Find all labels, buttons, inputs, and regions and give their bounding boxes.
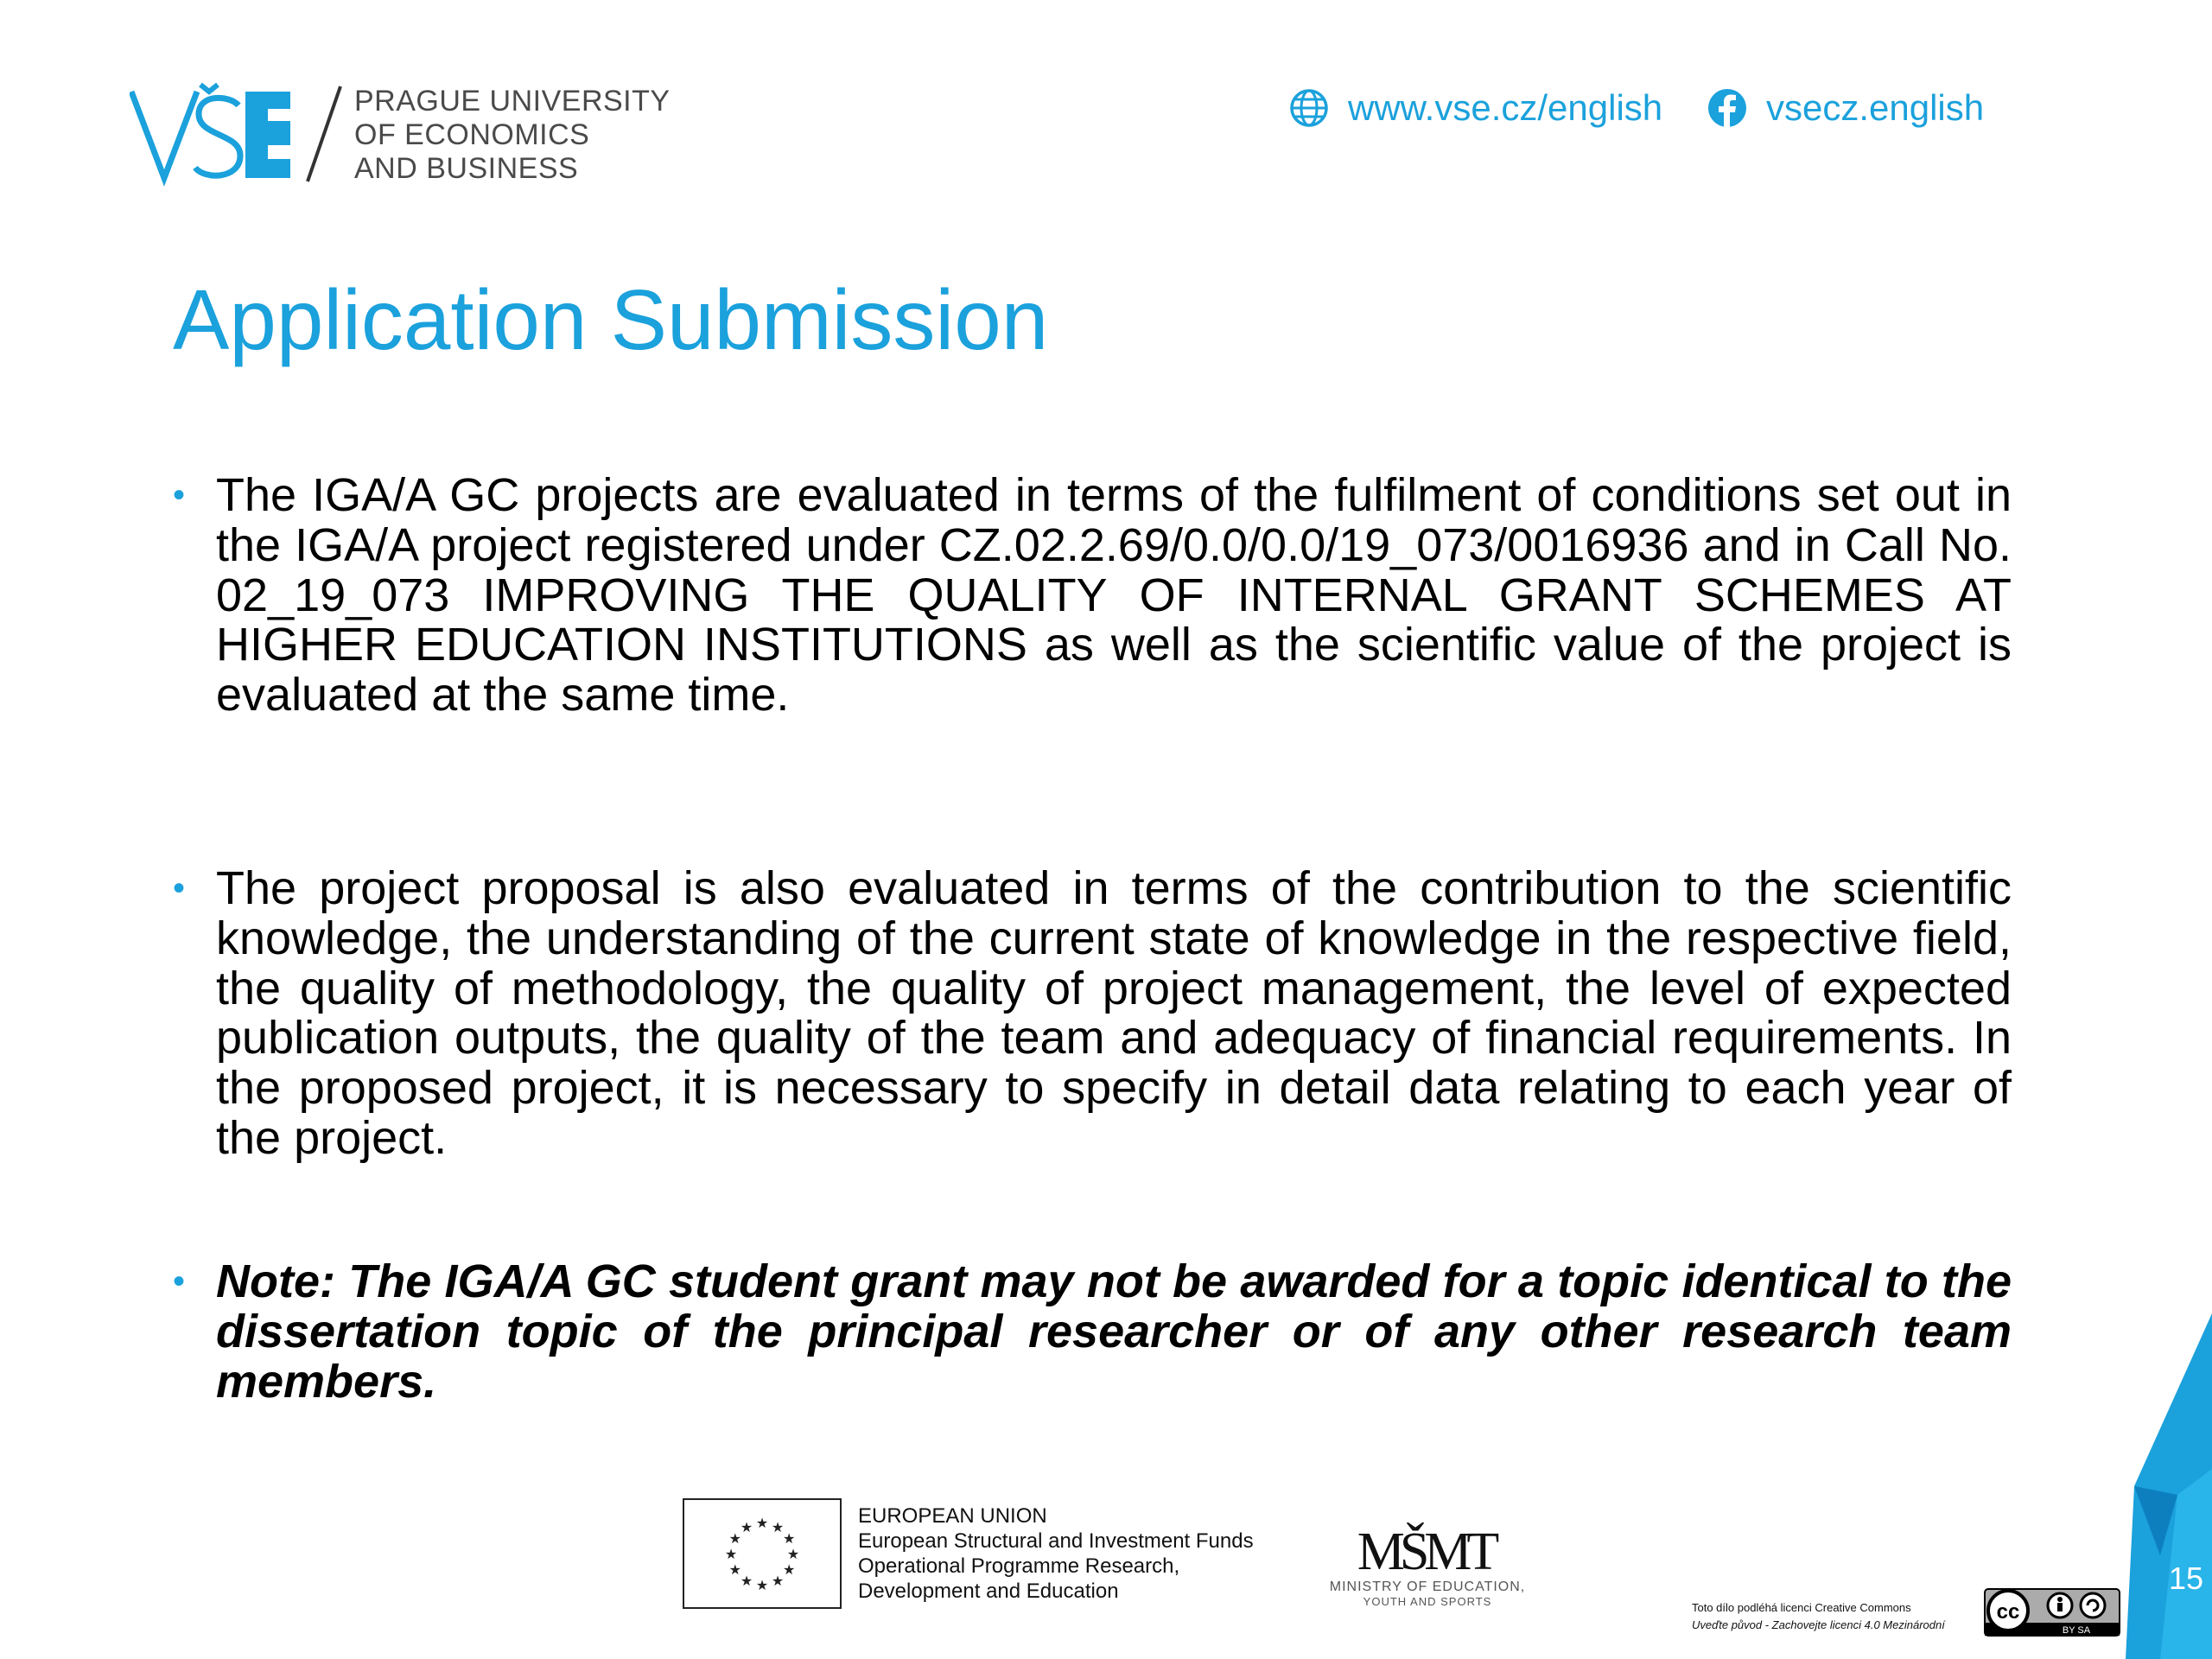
msmt-caption (1324, 1580, 1531, 1609)
eu-flag-icon (683, 1498, 842, 1609)
bullet-text: The project proposal is also evaluated in terms of the contribution to the scientific knowledge, the understanding of the current state of knowledge in the respective field, the quality of methodology, the quality of project management, the level of expected publication outputs, the quality of the team and adequacy of financial requirements. In the proposed project, it is necessary to specify in detail data relating to each year of the project. (216, 862, 2012, 1164)
university-name-line: OF ECONOMICS (354, 118, 590, 151)
eu-funding-text (858, 1503, 1254, 1604)
eu-star-icon: ★ (771, 1574, 785, 1590)
eu-star-icon: ★ (755, 1579, 769, 1593)
university-name (354, 85, 671, 186)
bullet-text: Note: The IGA/A GC student grant may not be awarded for a topic identical to the dissertation topic of the principal researcher or of any other research team members. (216, 1255, 2012, 1408)
msmt-line: MINISTRY OF EDUCATION, (1329, 1580, 1526, 1594)
facebook-icon (1707, 88, 1747, 128)
eu-line: Development and Education (858, 1580, 1119, 1603)
eu-star-icon: ★ (724, 1548, 738, 1562)
slide-title: Application Submission (173, 272, 1049, 367)
eu-star-icon: ★ (783, 1532, 796, 1547)
bullet-text: The IGA/A GC projects are evaluated in terms of the fulfilment of conditions set out in the IGA/A project registered under CZ.02.2.69/0.0/0.0/19_073/0016936 and in Call No. 02_19_073 IMPROVING THE QUALITY OF INTERNAL GRANT SCHEMES AT HIGHER EDUCATION INSTITUTIONS as well as the scientific value of the project is evaluated at the same time. (216, 469, 2012, 721)
website-url: www.vse.cz/english (1348, 87, 1663, 128)
website-link[interactable] (1289, 86, 1662, 130)
eu-star-icon: ★ (755, 1516, 769, 1531)
msmt-logo-mark: MŠMT (1357, 1522, 1495, 1581)
eu-star-icon: ★ (783, 1563, 796, 1578)
bullet-item (173, 864, 2012, 1164)
eu-star-icon: ★ (740, 1520, 753, 1535)
bullet-item-note (173, 1257, 2012, 1407)
eu-star-icon: ★ (728, 1563, 741, 1578)
msmt-line: YOUTH AND SPORTS (1363, 1595, 1492, 1608)
eu-star-icon: ★ (786, 1548, 800, 1562)
page-number: 15 (2168, 1560, 2204, 1596)
eu-line: EUROPEAN UNION (858, 1504, 1047, 1528)
corner-decoration (2126, 1296, 2212, 1659)
license-line: Toto dílo podléhá licenci Creative Commons (1692, 1601, 1911, 1614)
university-name-line: AND BUSINESS (354, 152, 579, 185)
globe-icon (1289, 88, 1329, 128)
license-text (1692, 1599, 1945, 1634)
eu-star-icon: ★ (740, 1574, 753, 1590)
eu-line: European Structural and Investment Funds (858, 1529, 1254, 1553)
university-name-line: PRAGUE UNIVERSITY (354, 85, 671, 118)
eu-star-icon: ★ (771, 1520, 785, 1535)
cc-license-icon (1984, 1588, 2120, 1637)
eu-star-icon: ★ (728, 1532, 741, 1547)
facebook-handle: vsecz.english (1766, 87, 1985, 128)
eu-line: Operational Programme Research, (858, 1554, 1180, 1578)
license-line: Uveďte původ - Zachovejte licenci 4.0 Mezinárodní (1692, 1618, 1945, 1631)
bullet-marker: • (173, 869, 186, 907)
svg-text:cc: cc (1996, 1600, 2020, 1624)
cc-badge-label: BY SA (2062, 1625, 2091, 1636)
bullet-marker: • (173, 476, 186, 514)
facebook-link[interactable] (1707, 86, 1984, 130)
bullet-marker: • (173, 1262, 186, 1300)
bullet-item (173, 471, 2012, 721)
